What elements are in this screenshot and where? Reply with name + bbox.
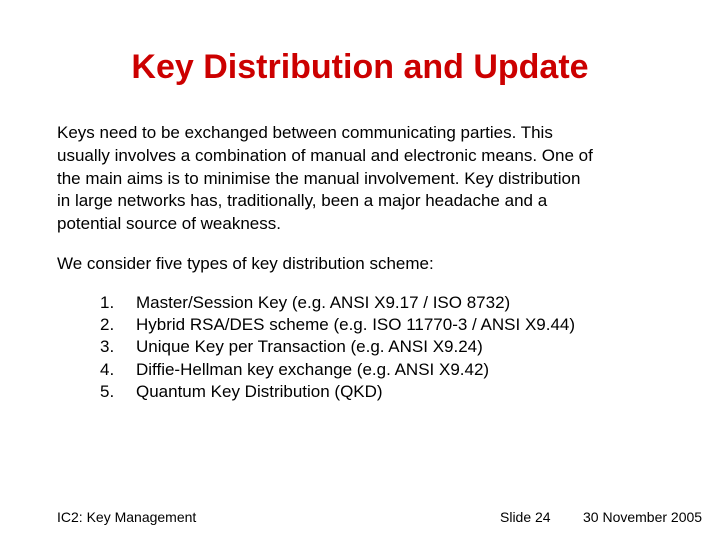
list-item-text: Quantum Key Distribution (QKD)	[136, 381, 383, 401]
list-item-number: 2.	[100, 315, 115, 335]
intro-line: Keys need to be exchanged between communicating parties. This	[57, 123, 553, 142]
slide-title: Key Distribution and Update	[131, 48, 589, 86]
list-item-number: 3.	[100, 337, 115, 357]
list-item-number: 5.	[100, 381, 115, 401]
footer-date: 30 November 2005	[583, 509, 703, 525]
intro-paragraph	[57, 122, 697, 236]
list-item-text: Unique Key per Transaction (e.g. ANSI X9.24)	[136, 337, 483, 357]
list-item-number: 1.	[100, 293, 115, 312]
list-item	[100, 359, 575, 381]
list-item	[100, 292, 575, 314]
list-item	[100, 336, 575, 358]
list-item	[100, 314, 575, 336]
list-item-text: Master/Session Key (e.g. ANSI X9.17 / ISO 8732)	[136, 293, 511, 312]
list-item-text: Hybrid RSA/DES scheme (e.g. ISO 11770-3 / ANSI X9.44)	[136, 315, 576, 335]
list-item	[100, 381, 575, 403]
scheme-list	[100, 292, 575, 403]
footer-slide-number: Slide 24	[500, 509, 551, 525]
intro-line: potential source of weakness.	[57, 214, 281, 234]
footer-course-title: IC2: Key Management	[57, 509, 197, 525]
intro-line: the main aims is to minimise the manual involvement. Key distribution	[57, 168, 581, 188]
intro-line: in large networks has, traditionally, been a major headache and a	[57, 191, 548, 211]
list-item-text: Diffie-Hellman key exchange (e.g. ANSI X9.42)	[136, 359, 490, 379]
intro-line: usually involves a combination of manual and electronic means. One of	[57, 145, 593, 165]
scheme-list-heading: We consider five types of key distribution scheme:	[57, 254, 434, 273]
slide-footer	[0, 507, 720, 527]
list-item-number: 4.	[100, 359, 115, 379]
